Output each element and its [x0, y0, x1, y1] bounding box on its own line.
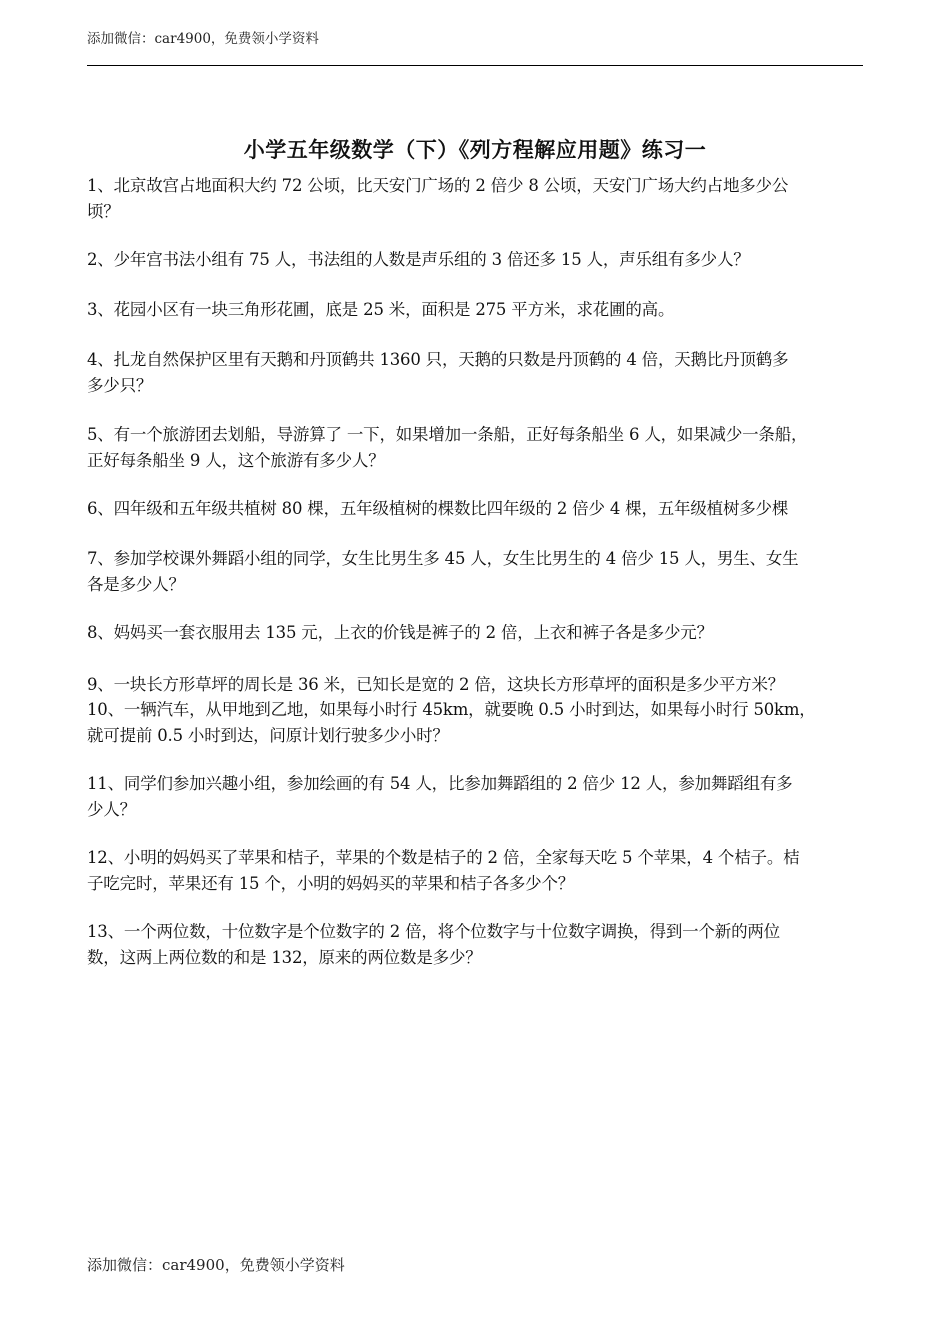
- question-3: [87, 297, 877, 323]
- question-line: 12、小明的妈妈买了苹果和桔子，苹果的个数是桔子的 2 倍，全家每天吃 5 个苹果，4 个桔子。桔: [87, 848, 800, 867]
- question-11: [87, 771, 877, 823]
- page-title: 小学五年级数学（下）《列方程解应用题》练习一: [243, 138, 707, 162]
- question-line: 8、妈妈买一套衣服用去 135 元，上衣的价钱是裤子的 2 倍，上衣和裤子各是多少元？: [87, 623, 713, 642]
- question-line: 各是多少人？: [87, 575, 185, 594]
- question-line: 4、扎龙自然保护区里有天鹅和丹顶鹤共 1360 只，天鹅的只数是丹顶鹤的 4 倍，天鹅比丹顶鹤多: [87, 350, 789, 369]
- question-5: [87, 422, 877, 474]
- question-line: 6、四年级和五年级共植树 80 棵，五年级植树的棵数比四年级的 2 倍少 4 棵，五年级植树多少棵: [87, 499, 789, 518]
- question-2: [87, 247, 877, 273]
- question-9: [87, 672, 877, 698]
- question-line: 5、有一个旅游团去划船，导游算了 一下，如果增加一条船，正好每条船坐 6 人，如果减少一条船，: [87, 425, 808, 444]
- question-7: [87, 546, 877, 598]
- question-line: 数，这两上两位数的和是 132，原来的两位数是多少？: [87, 948, 482, 967]
- question-line: 多少只？: [87, 376, 153, 395]
- question-line: 少人？: [87, 800, 136, 819]
- question-line: 就可提前 0.5 小时到达，问原计划行驶多少小时？: [87, 726, 449, 745]
- question-line: 3、花园小区有一块三角形花圃，底是 25 米，面积是 275 平方米，求花圃的高。: [87, 300, 675, 319]
- header-note: 添加微信：car4900，免费领小学资料: [87, 31, 319, 47]
- question-line: 2、少年宫书法小组有 75 人，书法组的人数是声乐组的 3 倍还多 15 人，声乐组有多少人？: [87, 250, 750, 269]
- question-10: [87, 697, 877, 749]
- question-1: [87, 173, 877, 225]
- question-line: 9、一块长方形草坪的周长是 36 米，已知长是宽的 2 倍，这块长方形草坪的面积是多少平方米？: [87, 675, 785, 694]
- question-13: [87, 919, 877, 971]
- question-line: 7、参加学校课外舞蹈小组的同学，女生比男生多 45 人，女生比男生的 4 倍少 15 人，男生、女生: [87, 549, 799, 568]
- question-6: [87, 496, 877, 522]
- question-line: 1、北京故宫占地面积大约 72 公顷，比天安门广场的 2 倍少 8 公顷，天安门广场大约占地多少公: [87, 176, 789, 195]
- question-line: 正好每条船坐 9 人，这个旅游有多少人？: [87, 451, 385, 470]
- question-4: [87, 347, 877, 399]
- question-8: [87, 620, 877, 646]
- question-12: [87, 845, 877, 897]
- header-divider: [87, 65, 863, 66]
- footer-note: 添加微信：car4900，免费领小学资料: [87, 1256, 345, 1274]
- question-line: 10、一辆汽车，从甲地到乙地，如果每小时行 45km，就要晚 0.5 小时到达，如果每小时行 50km，: [87, 700, 816, 719]
- question-line: 13、一个两位数，十位数字是个位数字的 2 倍，将个位数字与十位数字调换，得到一个新的两位: [87, 922, 780, 941]
- question-line: 11、同学们参加兴趣小组，参加绘画的有 54 人，比参加舞蹈组的 2 倍少 12 人，参加舞蹈组有多: [87, 774, 793, 793]
- question-line: 顷？: [87, 202, 120, 221]
- question-line: 子吃完时，苹果还有 15 个，小明的妈妈买的苹果和桔子各多少个？: [87, 874, 575, 893]
